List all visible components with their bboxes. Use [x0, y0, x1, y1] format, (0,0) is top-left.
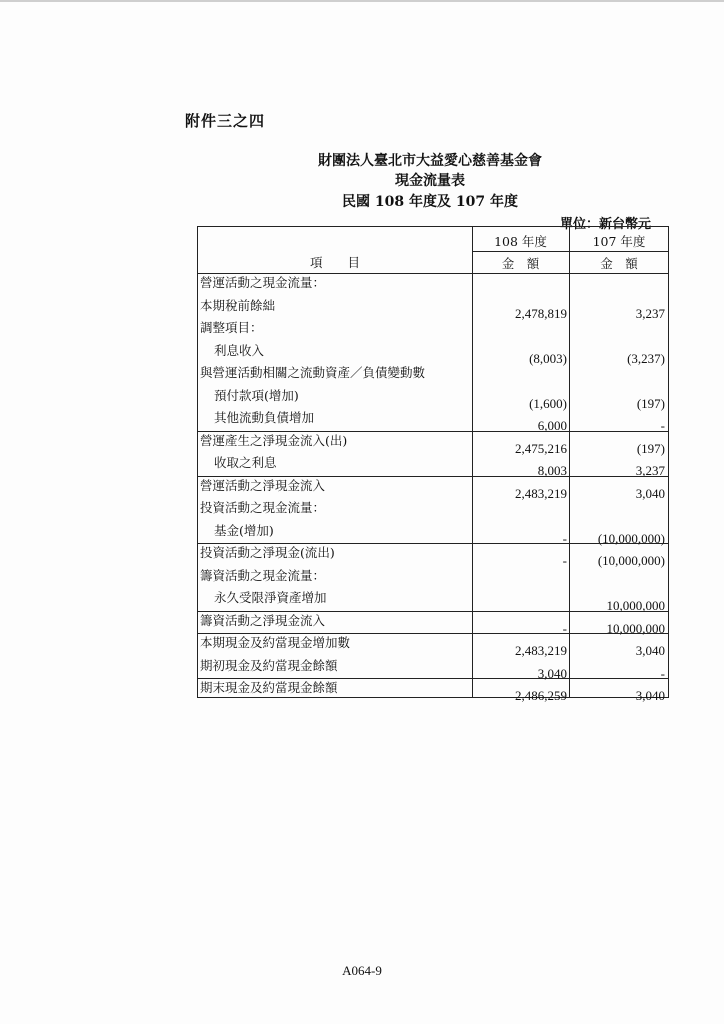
- row-label: 收取之利息: [214, 455, 277, 470]
- amount-107: (197): [636, 395, 665, 411]
- row-label: 營運活動之現金流量：: [200, 275, 326, 290]
- amount-107: 3,040: [635, 643, 665, 658]
- row-rule: [198, 543, 668, 544]
- amount-108: 2,475,216: [515, 440, 567, 456]
- attachment-label: 附件三之四: [185, 112, 266, 130]
- amount-107: 3,040: [635, 485, 665, 501]
- amount-108: 3,040: [537, 665, 567, 681]
- row-label: 調整項目：: [200, 320, 263, 335]
- amount-header-107: 金 額: [600, 256, 638, 271]
- amount-108: 2,483,219: [515, 643, 567, 658]
- row-label: 利息收入: [214, 342, 265, 358]
- amount-108: 2,478,819: [515, 305, 567, 321]
- page-number: A064-9: [342, 963, 382, 978]
- row-label: 籌資活動之淨現金流入: [200, 612, 326, 628]
- row-label: 永久受限淨資產增加: [214, 590, 327, 605]
- row-label: 基金(增加): [214, 522, 274, 538]
- amount-108: -: [562, 530, 567, 546]
- row-label: 預付款項(增加): [214, 387, 299, 403]
- row-rule: [198, 678, 668, 679]
- statement-title: 現金流量表: [395, 173, 465, 189]
- row-label: 期初現金及約當現金餘額: [200, 657, 338, 673]
- header-divider: [472, 251, 668, 252]
- year-107-header: 107 年度: [592, 234, 646, 249]
- amount-107: 3,237: [635, 463, 665, 478]
- row-label: 本期稅前餘絀: [200, 297, 276, 313]
- item-column-header: 項 目: [309, 255, 360, 270]
- amount-108: 2,483,219: [515, 485, 567, 501]
- statement-period: 民國 108 年度及 107 年度: [342, 194, 518, 210]
- amount-107: (10,000,000): [597, 530, 665, 546]
- row-label: 期末現金及約當現金餘額: [200, 680, 338, 695]
- row-label: 投資活動之現金流量：: [200, 500, 326, 515]
- amount-108: -: [562, 553, 567, 568]
- amount-107: -: [660, 418, 665, 433]
- amount-108: (8,003): [529, 350, 567, 366]
- amount-108: -: [562, 620, 567, 636]
- amount-107: 10,000,000: [606, 598, 665, 613]
- amount-108: 8,003: [537, 463, 567, 478]
- row-label: 本期現金及約當現金增加數: [200, 635, 351, 650]
- row-label: 籌資活動之現金流量：: [200, 567, 326, 583]
- scan-edge: [0, 0, 724, 2]
- cash-flow-table: [197, 226, 669, 703]
- amount-107: 10,000,000: [606, 620, 665, 636]
- row-rule: [198, 633, 668, 634]
- amount-107: 3,237: [635, 305, 665, 321]
- row-rule: [198, 611, 668, 612]
- amount-107: 3,040: [635, 688, 665, 703]
- row-rule: [198, 476, 668, 477]
- amount-107: (10,000,000): [597, 553, 665, 568]
- amount-108: 6,000: [537, 418, 567, 433]
- row-label: 營運活動之淨現金流入: [200, 477, 326, 493]
- row-label: 與營運活動相關之流動資產／負債變動數: [200, 365, 426, 380]
- amount-107: (3,237): [627, 350, 665, 366]
- row-rule: [198, 431, 668, 432]
- amount-108: (1,600): [529, 395, 567, 411]
- amount-108: 2,486,259: [515, 688, 567, 703]
- amount-107: -: [660, 665, 665, 681]
- amount-header-108: 金 額: [501, 256, 540, 271]
- row-label: 其他流動負債增加: [214, 410, 315, 425]
- organization-name: 財團法人臺北市大益愛心慈善基金會: [318, 153, 542, 169]
- row-label: 營運產生之淨現金流入(出): [200, 432, 348, 448]
- amount-107: (197): [636, 440, 665, 456]
- row-label: 投資活動之淨現金(流出): [200, 545, 335, 560]
- year-108-header: 108 年度: [494, 234, 547, 249]
- currency-unit: 單位：新台幣元: [560, 217, 652, 232]
